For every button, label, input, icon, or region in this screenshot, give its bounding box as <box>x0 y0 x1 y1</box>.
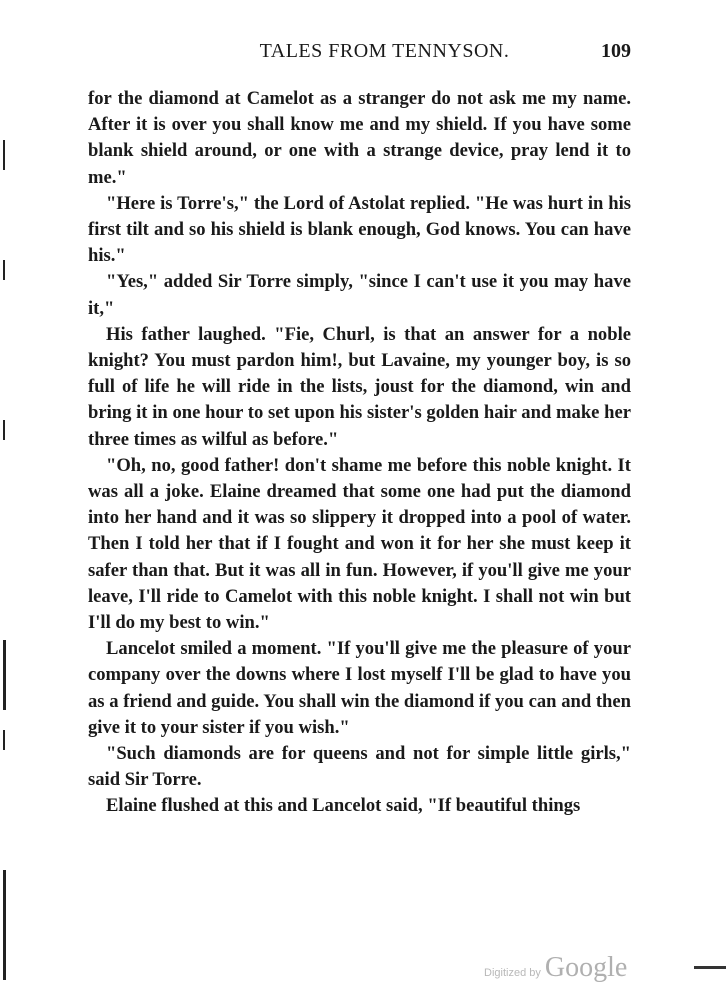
scan-edge-mark <box>3 420 5 440</box>
body-text <box>88 86 631 820</box>
scan-edge-mark <box>3 140 5 170</box>
scan-edge-mark <box>3 870 6 980</box>
digitized-watermark <box>484 952 627 982</box>
paragraph-6: Lancelot smiled a moment. "If you'll give me the pleasure of your company over the downs where I lost myself I'll be glad to have you as a friend and guide. You shall win the diamond if you can and then give it to your sister if you wish." <box>88 638 631 738</box>
paragraph-1: for the diamond at Camelot as a stranger do not ask me my name. After it is over you shall know me and my shield. If you have some blank shield around, or one with a strange device, pray lend it to me." <box>88 88 631 188</box>
page-number: 109 <box>601 40 631 62</box>
paragraph-2: "Here is Torre's," the Lord of Astolat replied. "He was hurt in his first tilt and so his shield is blank enough, God knows. You can have his." <box>88 192 631 267</box>
scan-edge-mark <box>3 260 5 280</box>
scan-edge-mark <box>3 730 5 750</box>
paragraph-5: "Oh, no, good father! don't shame me before this noble knight. It was all a joke. Elaine dreamed that some one had put the diamond into her hand and it was so slippery it dropped into a pool of water. Then I told her that if I fought and won it for her she must keep it safer than that. But it was all in fun. However, if you'll give me your leave, I'll ride to Camelot with this noble knight. I shall not win but I'll do my best to win." <box>88 454 631 634</box>
google-logo: Google <box>544 952 628 983</box>
scan-edge-mark <box>3 640 6 710</box>
paragraph-8: Elaine flushed at this and Lancelot said, "If beautiful things <box>106 795 581 817</box>
paragraph-3: "Yes," added Sir Torre simply, "since I can't use it you may have it," <box>88 271 631 319</box>
scan-edge-dash <box>694 966 726 969</box>
watermark-prefix: Digitized by <box>484 967 541 979</box>
paragraph-7: "Such diamonds are for queens and not for simple little girls," said Sir Torre. <box>88 743 631 791</box>
page-header <box>88 40 631 70</box>
running-title: TALES FROM TENNYSON. <box>259 40 510 62</box>
paragraph-4: His father laughed. "Fie, Churl, is that an answer for a noble knight? You must pardon him!, but Lavaine, my younger boy, is so full of life he will ride in the lists, joust for the diamond, win and bring it in one hour to set upon his sister's golden hair and make her three times as wilful as before." <box>88 323 631 450</box>
